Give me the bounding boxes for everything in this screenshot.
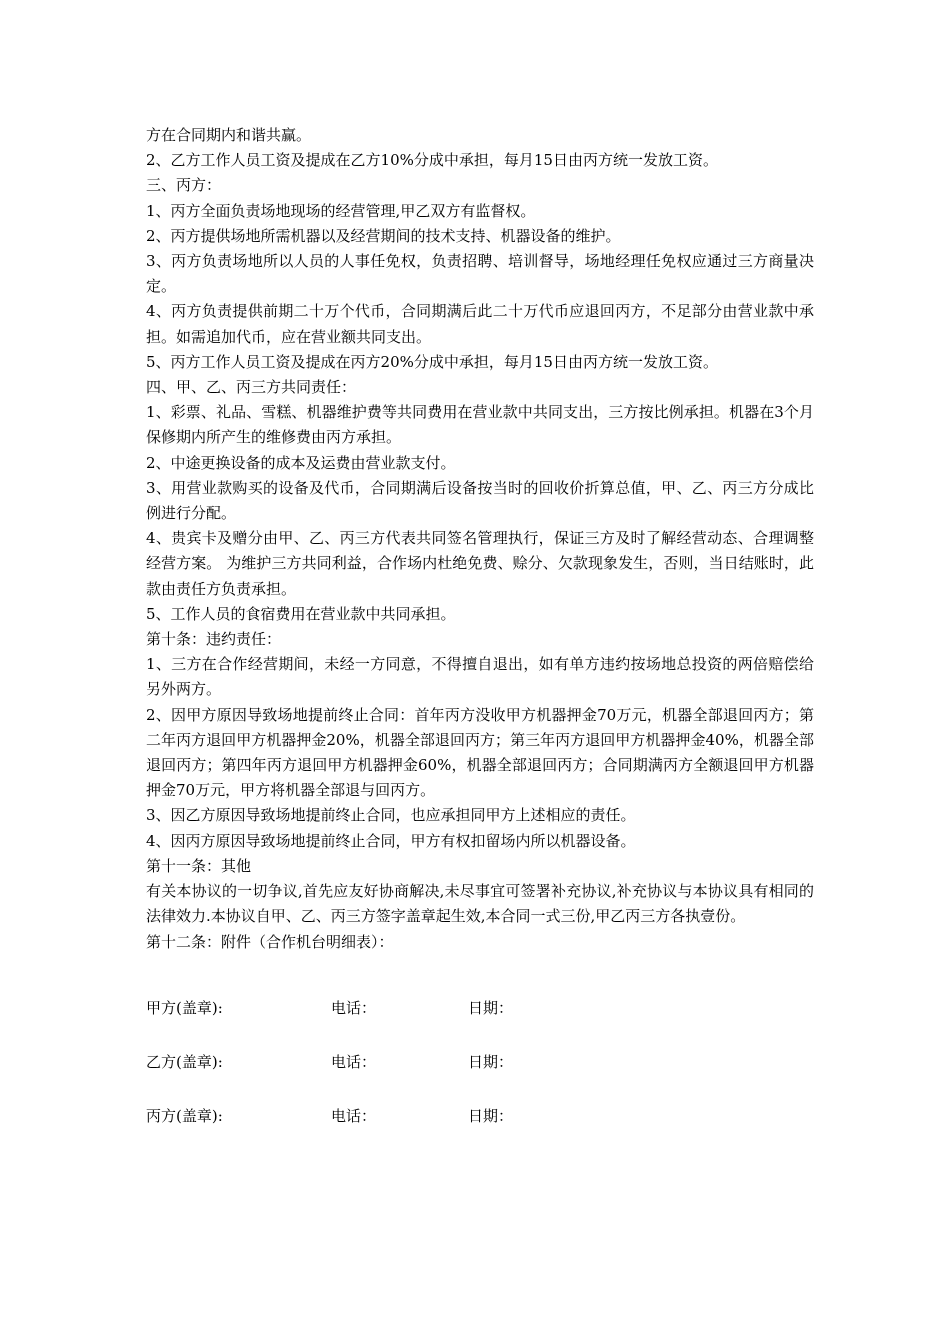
signature-row-jia	[146, 996, 814, 1050]
signature-row-bing	[146, 1104, 814, 1158]
signature-phone-label: 电话：	[331, 1053, 377, 1071]
paragraph-breach-4: 4、因丙方原因导致场地提前终止合同，甲方有权扣留场内所以机器设备。	[146, 831, 636, 850]
paragraph-breach-2: 2、因甲方原因导致场地提前终止合同：首年丙方没收甲方机器押金70万元，机器全部退回丙方；第二年丙方退回甲方机器押金20%，机器全部退回丙方；第三年丙方退回甲方机器押金40%，机器全部退回丙方；第四年丙方退回甲方机器押金60%，机器全部退回丙方；合同期满丙方全额退回甲方机器押金70万元，甲方将机器全部退与回丙方。	[146, 705, 814, 800]
signature-party-label: 乙方(盖章):	[146, 1053, 223, 1071]
paragraph-other: 有关本协议的一切争议,首先应友好协商解决,未尽事宜可签署补充协议,补充协议与本协议具有相同的法律效力.本协议自甲、乙、丙三方签字盖章起生效,本合同一式三份,甲乙丙三方各执壹份。	[146, 882, 814, 926]
paragraph-bing-2: 2、丙方提供场地所需机器以及经营期间的技术支持、机器设备的维护。	[146, 226, 621, 245]
paragraph-yi-wages: 2、乙方工作人员工资及提成在乙方10%分成中承担，每月15日由丙方统一发放工资。	[146, 151, 718, 170]
signature-phone-label: 电话：	[331, 1107, 377, 1125]
paragraph-bing-5: 5、丙方工作人员工资及提成在丙方20%分成中承担，每月15日由丙方统一发放工资。	[146, 352, 718, 371]
signature-party-label: 甲方(盖章):	[146, 999, 223, 1017]
paragraph-bing-4: 4、丙方负责提供前期二十万个代币，合同期满后此二十万代币应退回丙方，不足部分由营业款中承担。如需追加代币，应在营业额共同支出。	[146, 302, 814, 346]
signature-date-label: 日期：	[468, 1107, 514, 1125]
paragraph-continuation: 方在合同期内和谐共赢。	[146, 126, 312, 144]
signature-phone-label: 电话：	[331, 999, 377, 1017]
signature-row-yi	[146, 1050, 814, 1104]
paragraph-joint-5: 5、工作人员的食宿费用在营业款中共同承担。	[146, 604, 456, 623]
contract-body	[146, 123, 814, 955]
article-heading-10: 第十条：违约责任：	[146, 630, 282, 649]
paragraph-breach-3: 3、因乙方原因导致场地提前终止合同，也应承担同甲方上述相应的责任。	[146, 806, 636, 825]
article-heading-12: 第十二条：附件（合作机台明细表）：	[146, 932, 394, 951]
signature-date-label: 日期：	[468, 999, 514, 1017]
section-heading-joint: 四、甲、乙、丙三方共同责任：	[146, 378, 357, 397]
paragraph-bing-1: 1、丙方全面负责场地现场的经营管理,甲乙双方有监督权。	[146, 201, 536, 220]
paragraph-joint-1: 1、彩票、礼品、雪糕、机器维护费等共同费用在营业款中共同支出，三方按比例承担。机器在3个月保修期内所产生的维修费由丙方承担。	[146, 403, 814, 447]
signature-date-label: 日期：	[468, 1053, 514, 1071]
paragraph-breach-1: 1、三方在合作经营期间，未经一方同意，不得擅自退出，如有单方违约按场地总投资的两倍赔偿给另外两方。	[146, 655, 814, 699]
section-heading-bing: 三、丙方：	[146, 176, 222, 195]
paragraph-joint-2: 2、中途更换设备的成本及运费由营业款支付。	[146, 453, 456, 472]
paragraph-joint-3: 3、用营业款购买的设备及代币，合同期满后设备按当时的回收价折算总值，甲、乙、丙三方分成比例进行分配。	[146, 478, 814, 523]
signature-block	[146, 996, 814, 1158]
signature-party-label: 丙方(盖章):	[146, 1107, 223, 1125]
article-heading-11: 第十一条：其他	[146, 856, 252, 875]
paragraph-joint-4: 4、贵宾卡及赠分由甲、乙、丙三方代表共同签名管理执行，保证三方及时了解经营动态、合理调整经营方案。 为维护三方共同利益，合作场内杜绝免费、赊分、欠款现象发生，否则，当日结账时，此款由责任方负责承担。	[146, 529, 814, 598]
paragraph-bing-3: 3、丙方负责场地所以人员的人事任免权，负责招聘、培训督导，场地经理任免权应通过三方商量决定。	[146, 252, 814, 296]
